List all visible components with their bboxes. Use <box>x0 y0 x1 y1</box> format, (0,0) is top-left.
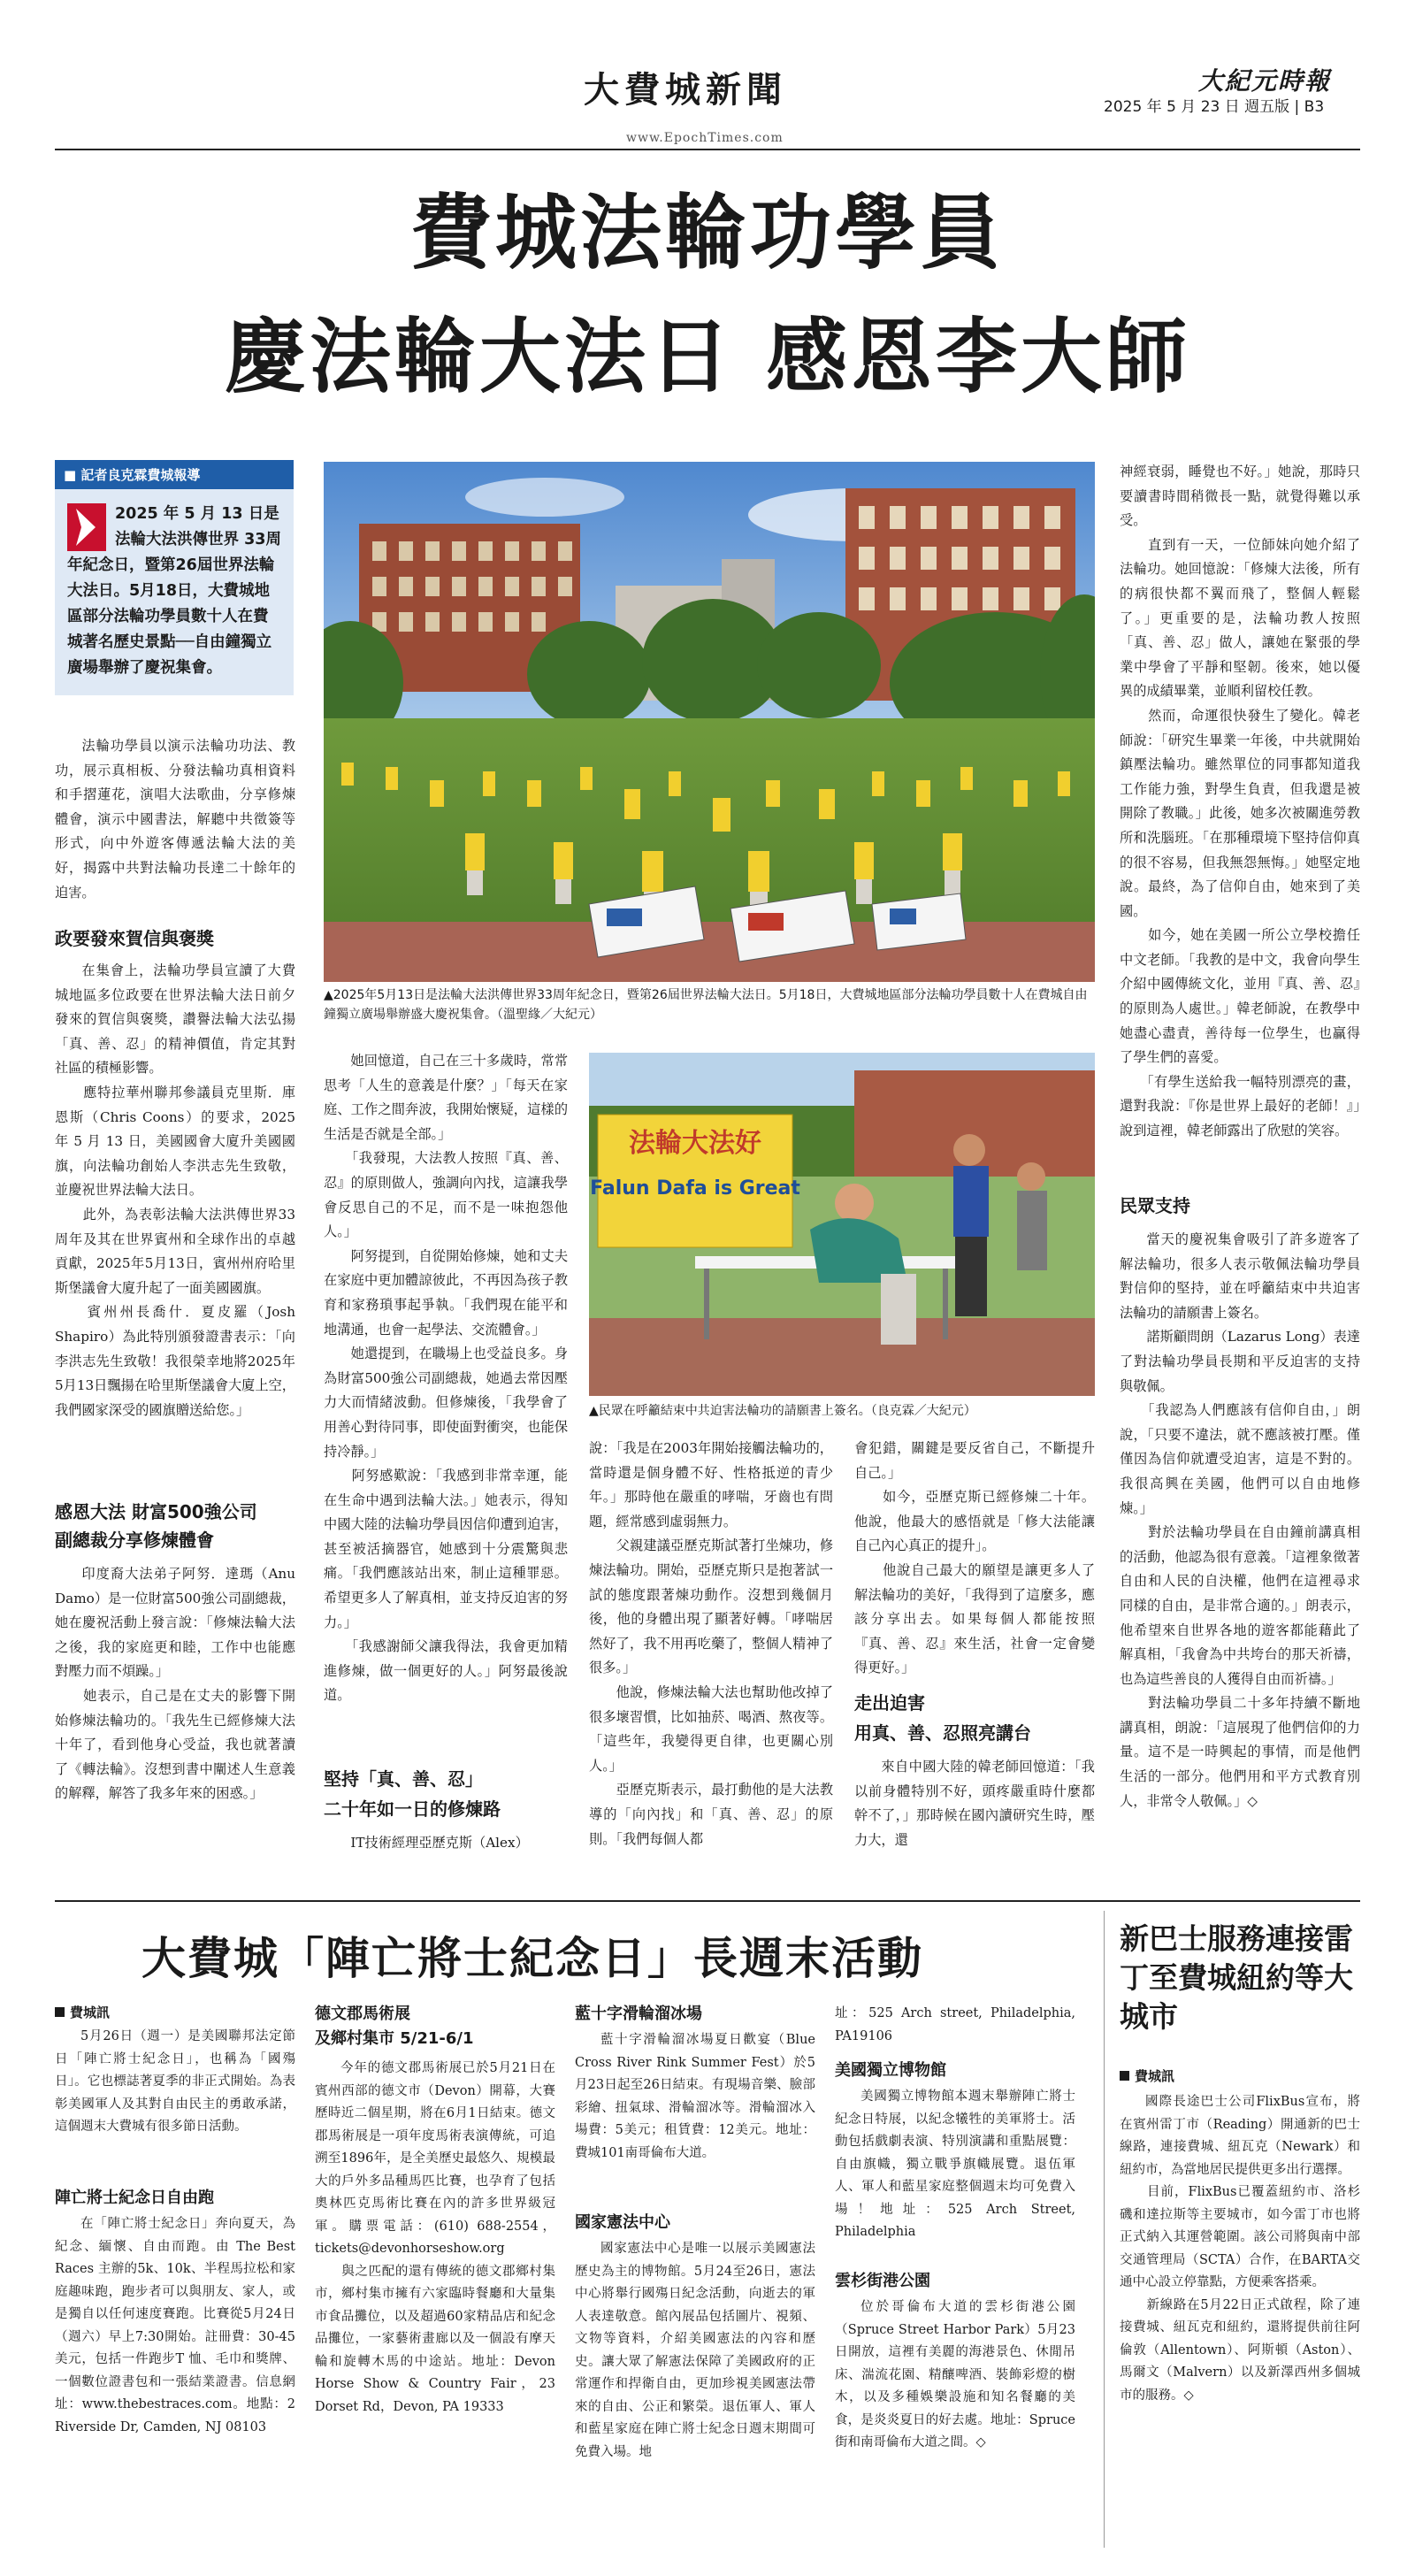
petition-scene-illustration <box>589 1053 1095 1396</box>
side-headline: 新巴士服務連接雷丁至費城紐約等大城市 <box>1120 1921 1353 2034</box>
bottom-sub-devon-2: 及鄉村集市 5/21-6/1 <box>315 2029 474 2048</box>
bottom-byline-text: 費城訊 <box>70 2005 111 2020</box>
col3-paragraph-1: 說：「我是在2003年開始接觸法輪功的，當時還是個身體不好、性格抵逆的青少年。」那時他在嚴重的哮喘，牙齒也有問題，經常感到虛弱無力。 父親建議亞歷克斯試著打坐煉功，修煉法輪功。開始，亞歷克斯只是抱著試一試的態度跟著煉功動作。沒想到幾個月後，他的身體出現了顯著好轉。「哮喘居然好了，我不用再吃藥了，整個人精神了很多。」 他說，修煉法輪大法也幫助他改掉了很多壞習慣，比如抽菸、喝酒、熬夜等。「這些年，我變得更自律，也更關心別人。」 亞歷克斯表示，最打動他的是大法教導的「向內找」和「真、善、忍」的原則。「我們每個人都 <box>589 1440 833 1847</box>
col1-paragraph-1: 法輪功學員以演示法輪功功法、教功，展示真相板、分發法輪功真相資料和手摺蓮花，演唱大法歌曲，分享修煉體會，演示中國書法，解聽中共徵簽等形式，向中外遊客傳遞法輪大法的美好，揭露中共對法輪功長達二十餘年的迫害。 <box>55 738 295 901</box>
side-body: 國際長途巴士公司FlixBus宣布，將在賓州雷丁市（Reading）開通新的巴士線路，連接費城、紐瓦克（Newark）和紐約市，為當地居民提供更多出行選擇。 目前，FlixBus已覆蓋紐約市、洛杉磯和達拉斯等主要城市，如今雷丁市也將正式納入其運營範圍。該公司將與南中部交通管理局（SCTA）合作，在BARTA交通中心設立停靠點，方便乘客搭乘。 新線路在5月22日正式啟程，除了連接費城、紐瓦克和紐約，還將提供前往阿倫敦（Allentown）、阿斯頓（Aston）、馬爾文（Malvern）以及新澤西州多個城市的服務。◇ <box>1120 2095 1360 2403</box>
side-byline <box>1120 2066 1174 2085</box>
bottom-col4-park: 位於哥倫布大道的雲杉街港公園（Spruce Street Harbor Park）5月23日開放，這裡有美麗的海港景色、休閒吊床、湍流花園、精釀啤酒、裝飾彩燈的樹木，以及多種娛樂設施和知名餐廳的美食，是炎炎夏日的好去處。地址：Spruce 街和南哥倫布大道之間。◇ <box>835 2300 1075 2450</box>
paper-name: 大紀元時報 <box>1198 66 1332 96</box>
col1-paragraph-3: 印度裔大法弟子阿努．達瑪（Anu Damo）是一位財富500強公司副總裁，她在慶祝活動上發言說：「修煉法輪大法之後，我的家庭更和睦，工作中也能應對壓力而不煩躁。」 她表示，自己是在丈夫的影響下開始修煉法輪功的。「我先生已經修煉大法十年了，看到他身心受益，我也就著讀了《轉法輪》。沒想到書中闡述人生意義的解釋，解答了我多年來的困惑。」 <box>55 1566 295 1802</box>
bottom-col1-intro: 5月26日（週一）是美國聯邦法定節日「陣亡將士紀念日」，也稱為「國殤日」。它也標誌著夏季的非正式開始。為表彰美國軍人及其對自由民主的勇敢承諾，這個週末大費城有很多節日活動。 <box>55 2029 295 2134</box>
col1-paragraph-2: 在集會上，法輪功學員宣讀了大費城地區多位政要在世界法輪大法日前夕發來的賀信與褒獎，讚譽法輪大法弘揚「真、善、忍」的精神價值，肯定其對社區的積極影響。 應特拉華州聯邦參議員克里斯．庫恩斯（Chris Coons）的要求，2025 年 5 月 13 日，美國國會大廈升美國國旗，向法輪功創始人李洪志先生致敬，並慶祝世界法輪大法日。 此外，為表彰法輪大法洪傳世界33周年及其在世界賓州和全球作出的卓越貢獻，2025年5月13日，賓州州府哈里斯堡議會大廈升起了一面美國國旗。 賓州州長喬什．夏皮羅（Josh Shapiro）為此特別頒發證書表示：「向李洪志先生致敬！我很榮幸地將2025年5月13日飄揚在哈里斯堡議會大廈上空，我們國家深受的國旗贈送給您。」 <box>55 962 295 1418</box>
subhead-public-support: 民眾支持 <box>1120 1195 1190 1216</box>
headline-line-2: 慶法輪大法日 感恩李大師 <box>224 309 1191 404</box>
banner-english-text: Falun Dafa is Great <box>590 1177 800 1200</box>
col2-paragraph-2: IT技術經理亞歷克斯（Alex） <box>350 1835 529 1851</box>
bottom-col1-run: 在「陣亡將士紀念日」奔向夏天，為紀念、緬懷、自由而跑。由 The Best Races 主辦的5k、10k、半程馬拉松和家庭趣味跑，跑步者可以與朋友、家人，或是獨自以任何速度賽跑。比賽從5月24日（週六）早上7:30開始。註冊費：30-45美元，包括一件跑步T 恤、毛巾和獎牌、一個數位證書包和一張結業證書。信息網址：www.thebestraces.com。地點：2 Riverside Dr, Camden, NJ 08103 <box>55 2217 295 2434</box>
side-byline-text: 費城訊 <box>1135 2068 1175 2084</box>
col4-paragraph-2: 來自中國大陸的韓老師回憶道：「我以前身體特別不好，頭疼嚴重時什麼都幹不了，」那時候在國內讀研究生時，壓力大，還 <box>854 1759 1095 1848</box>
lead-box <box>55 489 294 695</box>
bottom-sub-park: 雲杉街港公園 <box>835 2272 930 2290</box>
banner-chinese-text: 法輪大法好 <box>629 1128 761 1159</box>
byline-bar-wrap <box>55 460 294 695</box>
bottom-col3-constitution: 國家憲法中心是唯一以展示美國憲法歷史為主的博物館。5月24至26日，憲法中心將舉行國殤日紀念活動，向逝去的軍人表達敬意。館內展品包括圖片、視頻、文物等資料，介紹美國憲法的內容和歷史。讓大眾了解憲法保障了美國政府的正常運作和捍衛自由，更加珍視美國憲法帶來的自由、公正和繁榮。退伍軍人、軍人和藍星家庭在陣亡將士紀念日週末期間可免費入場。地 <box>575 2242 815 2459</box>
bottom-col4-address: 址：525 Arch street, Philadelphia, PA19106 <box>835 2006 1075 2043</box>
subhead-anu-2: 副總裁分享修煉體會 <box>55 1530 214 1551</box>
subhead-anu-1: 感恩大法 財富500強公司 <box>55 1501 257 1522</box>
subhead-alex-2: 二十年如一日的修煉路 <box>324 1798 501 1820</box>
byline: ■ 記者良克霖費城報導 <box>55 460 294 489</box>
subhead-han-2: 用真、善、忍照亮講台 <box>854 1722 1031 1744</box>
photo-exercise-practice <box>324 462 1095 982</box>
col5-paragraph-2: 當天的慶祝集會吸引了許多遊客了解法輪功，很多人表示敬佩法輪功學員對信仰的堅持，並在呼籲結束中共迫害法輪功的請願書上簽名。 諾斯顧問朗（Lazarus Long）表達了對法輪功學員長期和平反迫害的支持與敬佩。 「我認為人們應該有信仰自由，」朗說，「只要不違法，就不應該被打壓。僅僅因為信仰就遭受迫害，這是不對的。我很高興在美國，他們可以自由地修煉。」 對於法輪功學員在自由鐘前講真相的活動，他認為很有意義。「這裡象徵著自由和人民的自決權，他們在這裡尋求同樣的自由，是非常合適的。」朗表示，他希望來自世界各地的遊客都能藉此了解真相，「我會為中共垮台的那天祈禱，也為這些善良的人獲得自由而祈禱。」 對法輪功學員二十多年持續不斷地講真相，朗說：「這展現了他們信仰的力量。這不是一時興起的事情，而是他們生活的一部分。他們用和平方式教育別人，非常令人敬佩。」◇ <box>1120 1231 1360 1809</box>
site-url: www.EpochTimes.com <box>626 131 784 145</box>
subhead-politicians: 政要發來賀信與褒獎 <box>55 928 214 949</box>
bottom-headline: 大費城「陣亡將士紀念日」長週末活動 <box>142 1933 923 1984</box>
bullet-square-icon <box>1120 2071 1129 2081</box>
photo1-caption: ▲2025年5月13日是法輪大法洪傳世界33周年紀念日，暨第26屆世界法輪大法日。5月18日，大費城地區部分法輪功學員數十人在費城自由鐘獨立廣場舉辦盛大慶祝集會。（溫聖緣／大紀元） <box>324 988 1088 1022</box>
date-line: 2025 年 5 月 23 日 週五版 | B3 <box>1104 98 1325 116</box>
photo2-caption: ▲民眾在呼籲結束中共迫害法輪功的請願書上簽名。（良克霖／大紀元） <box>589 1404 976 1418</box>
bottom-col3-rink: 藍十字滑輪溜冰場夏日歡宴（Blue Cross River Rink Summer Fest）於5月23日起至26日結束。有現場音樂、臉部彩繪、扭氣球、滑輪溜冰等。滑輪溜冰入場費：5美元；租賃費：12美元。地址：費城101南哥倫布大道。 <box>575 2033 815 2160</box>
bottom-sub-devon-1: 德文郡馬術展 <box>315 2005 410 2023</box>
red-arrow-icon <box>67 503 106 551</box>
lead-text: 2025 年 5 月 13 日是法輪大法洪傳世界 33周年紀念日，暨第26屆世界法輪大法日。5月18日，大費城地區部分法輪功學員數十人在費城著名歷史景點──自由鐘獨立廣場舉辦了慶祝集會。 <box>67 505 281 677</box>
col4-paragraph-1: 會犯錯，關鍵是要反省自己，不斷提升自己。」 如今，亞歷克斯已經修煉二十年。他說，他最大的感悟就是「修大法能讓自己內心真正的提升」。 他說自己最大的願望是讓更多人了解法輪功的美好，「我得到了這麼多，應該分享出去。如果每個人都能按照『真、善、忍』來生活，社會一定會變得更好。」 <box>854 1440 1095 1676</box>
subhead-han-1: 走出迫害 <box>854 1692 925 1714</box>
bottom-section-rule <box>55 1900 1360 1902</box>
section-name: 大費城新聞 <box>584 70 787 111</box>
photo-petition-signing <box>589 1053 1095 1396</box>
bottom-byline <box>55 2003 110 2021</box>
bottom-column-divider <box>1104 1911 1105 2548</box>
park-scene-illustration <box>324 462 1095 982</box>
header-rule <box>55 149 1360 150</box>
col5-paragraph-1: 神經衰弱，睡覺也不好。」她說，那時只要讀書時間稍微長一點，就覺得難以承受。 直到有一天，一位師妹向她介紹了法輪功。她回憶說：「修煉大法後，所有的病很快都不翼而飛了，整個人輕鬆了。」更重要的是，法輪功教人按照「真、善、忍」做人，讓她在緊張的學業中學會了平靜和堅韌。後來，她以優異的成績畢業，並順利留校任教。 然而，命運很快發生了變化。韓老師說：「研究生畢業一年後，中共就開始鎮壓法輪功。雖然單位的同事都知道我工作能力強，對學生負責，但我還是被開除了教職。」此後，她多次被關進勞教所和洗腦班。「在那種環境下堅持信仰真的很不容易，但我無怨無悔。」她堅定地說。最終，為了信仰自由，她來到了美國。 如今，她在美國一所公立學校擔任中文老師。「我教的是中文，我會向學生介紹中國傳統文化，並用『真、善、忍』的原則為人處世。」韓老師說，在教學中她盡心盡責，善待每一位學生，也贏得了學生們的喜愛。 「有學生送給我一幅特別漂亮的畫，還對我說：『你是世界上最好的老師！』」說到這裡，韓老師露出了欣慰的笑容。 <box>1120 464 1360 1139</box>
headline-line-1: 費城法輪功學員 <box>409 185 1005 280</box>
bullet-square-icon <box>55 2007 65 2017</box>
bottom-sub-constitution: 國家憲法中心 <box>575 2213 670 2232</box>
bottom-col4-museum: 美國獨立博物館本週末舉辦陣亡將士紀念日特展，以紀念犧牲的美軍將士。活動包括戲劇表演、特別演講和重點展覽：自由旗幟，獨立戰爭旗幟展覽。退伍軍人、軍人和藍星家庭整個週末均可免費入場！地址：525 Arch Street, Philadelphia <box>835 2089 1075 2239</box>
col2-paragraph-1: 她回憶道，自己在三十多歲時，常常思考「人生的意義是什麼？」「每天在家庭、工作之間奔波，我開始懷疑，這樣的生活是否就是全部。」 「我發現，大法教人按照『真、善、忍』的原則做人，強調向內找，這讓我學會反思自己的不足，而不是一味抱怨他人。」 阿努提到，自從開始修煉，她和丈夫在家庭中更加體諒彼此，不再因為孩子教育和家務瑣事起爭執。「我們現在能平和地溝通，也會一起學法、交流體會。」 她還提到，在職場上也受益良多。身為財富500強公司副總裁，她過去常因壓力大而情緒波動。但修煉後，「我學會了用善心對待同事，即使面對衝突，也能保持冷靜。」 阿努感歎說：「我感到非常幸運，能在生命中遇到法輪大法。」她表示，得知中國大陸的法輪功學員因信仰遭到迫害，甚至被活摘器官，她感到十分震驚與悲痛。「我們應該站出來，制止這種罪惡。希望更多人了解真相，並支持反迫害的努力。」 「我感謝師父讓我得法，我會更加精進修煉，做一個更好的人。」阿努最後說道。 <box>324 1053 568 1704</box>
bottom-sub-rink: 藍十字滑輪溜冰場 <box>575 2005 702 2023</box>
subhead-alex-1: 堅持「真、善、忍」 <box>324 1768 483 1790</box>
bottom-col2-devon: 今年的德文郡馬術展已於5月21日在賓州西部的德文市（Devon）開幕，大賽歷時近二個星期，將在6月1日結束。德文郡馬術展是一項年度馬術表演傳統，可追溯至1896年，是全美歷史最悠久、規模最大的戶外多品種馬匹比賽，也孕育了包括奧林匹克馬術比賽在內的許多世界級冠軍。購票電話：(610) 688-2554，tickets@devonhorseshow.org 與之匹配的還有傳統的德文郡鄉村集市，鄉村集市擁有六家臨時餐廳和大量集市食品攤位，以及超過60家精品店和紀念品攤位，一家藝術畫廊以及一個設有摩天輪和旋轉木馬的中途站。地址：Devon Horse Show & Country Fair，23 Dorset Rd，Devon, PA 19333 <box>315 2061 555 2414</box>
bottom-sub-museum: 美國獨立博物館 <box>835 2061 946 2080</box>
bottom-sub-run: 陣亡將士紀念日自由跑 <box>55 2189 214 2207</box>
